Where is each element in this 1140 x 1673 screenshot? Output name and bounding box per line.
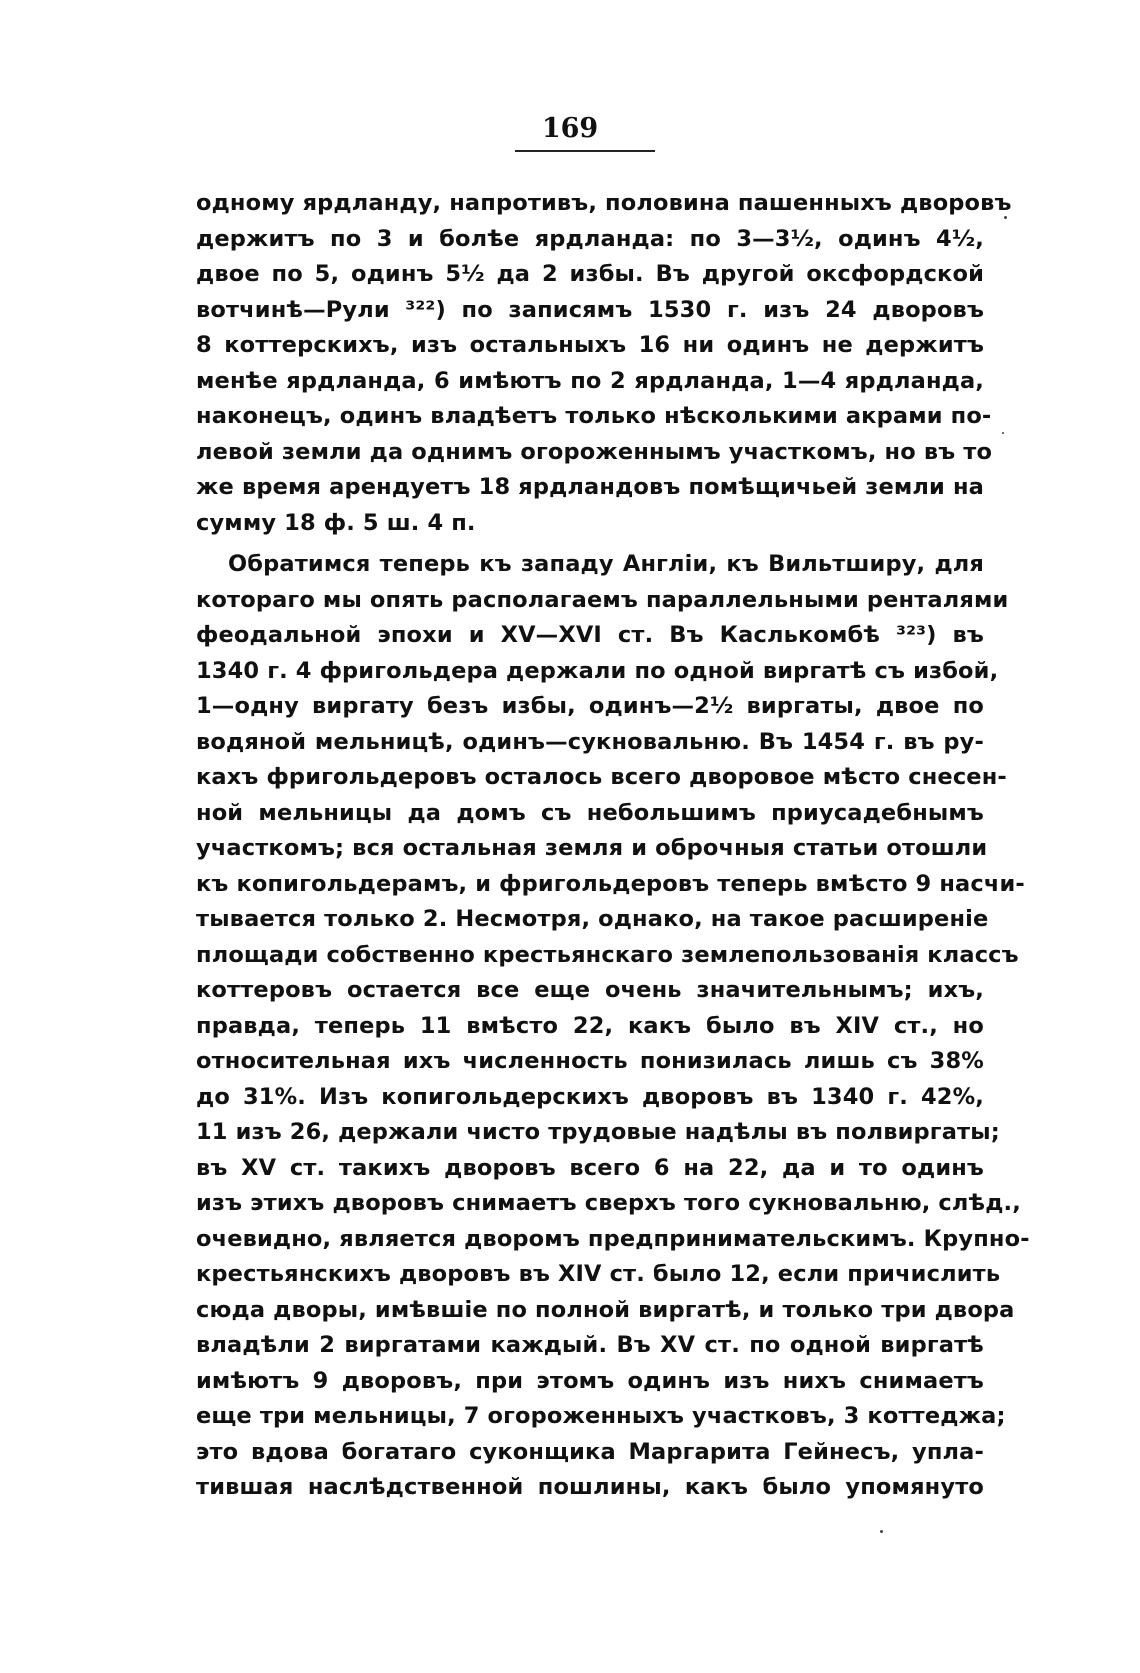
page-number: 169 (541, 113, 599, 144)
text-line: наконецъ, одинъ владѣетъ только нѣсколькими акрами по- (196, 403, 992, 429)
text-line: площади собственно крестьянскаго землепользованія классъ (196, 941, 1019, 968)
text-line: сюда дворы, имѣвшіе по полной виргатѣ, и только три двора (196, 1296, 1015, 1323)
text-line: же время арендуетъ 18 ярдландовъ помѣщичьей земли на (196, 474, 984, 500)
paragraph-2 (196, 547, 1030, 1506)
text-line: еще три мельницы, 7 огороженныхъ участковъ, 3 коттеджа; (196, 1403, 1006, 1429)
text-line: левой земли да однимъ огороженнымъ участкомъ, но въ то (196, 438, 993, 465)
text-line: двое по 5, одинъ 5½ да 2 избы. Въ другой оксфордской (196, 261, 984, 287)
text-line: водяной мельницѣ, одинъ—сукновальню. Въ 1454 г. въ ру- (196, 728, 984, 755)
text-line: Обратимся теперь къ западу Англіи, къ Вильтширу, для (228, 551, 984, 577)
text-line: правда, теперь 11 вмѣсто 22, какъ было въ XIV ст., но (196, 1012, 984, 1039)
text-line: кахъ фригольдеровъ осталось всего дворовое мѣсто снесен- (196, 764, 1007, 790)
text-line: вотчинѣ—Рули ³²²) по записямъ 1530 г. изъ 24 дворовъ (196, 296, 984, 323)
text-line: ной мельницы да домъ съ небольшимъ приусадебнымъ (196, 799, 984, 826)
text-line: 1—одну виргату безъ избы, одинъ—2½ виргаты, двое по (196, 693, 984, 719)
text-line: 1340 г. 4 фригольдера держали по одной виргатѣ съ избой, (196, 657, 999, 684)
text-line: тывается только 2. Несмотря, однако, на такое расширеніе (196, 906, 989, 932)
text-line: въ XV ст. такихъ дворовъ всего 6 на 22, да и то одинъ (196, 1154, 984, 1181)
text-line: имѣютъ 9 дворовъ, при этомъ одинъ изъ нихъ снимаетъ (196, 1367, 984, 1394)
text-line: феодальной эпохи и XV—XVI ст. Въ Каслькомбѣ ³²³) въ (196, 622, 984, 648)
text-line: изъ этихъ дворовъ снимаетъ сверхъ того сукновальню, слѣд., (196, 1190, 1021, 1216)
text-line: котораго мы опять располагаемъ параллельными ренталями (196, 586, 1009, 613)
text-line: держитъ по 3 и болѣе ярдланда: по 3—3½, одинъ 4½, (196, 225, 984, 252)
scan-speck (880, 1530, 883, 1533)
text-line: 8 коттерскихъ, изъ остальныхъ 16 ни одинъ не держитъ (196, 332, 984, 358)
text-line: очевидно, является дворомъ предпринимательскимъ. Крупно- (196, 1225, 1030, 1252)
body-text (196, 186, 1030, 1506)
text-line: 11 изъ 26, держали чисто трудовые надѣлы въ полвиргаты; (196, 1119, 1000, 1145)
text-line: одному ярдланду, напротивъ, половина пашенныхъ дворовъ (196, 190, 1012, 216)
text-line: это вдова богатаго суконщика Маргарита Гейнесъ, упла- (196, 1438, 984, 1465)
scan-speck (1004, 216, 1007, 219)
text-line: до 31%. Изъ копигольдерскихъ дворовъ въ 1340 г. 42%, (196, 1083, 984, 1110)
text-line: относительная ихъ численность понизилась лишь съ 38% (196, 1048, 984, 1074)
text-line: менѣе ярдланда, 6 имѣютъ по 2 ярдланда, 1—4 ярдланда, (196, 367, 984, 394)
text-line: крестьянскихъ дворовъ въ XIV ст. было 12, если причислить (196, 1261, 1001, 1287)
page-number-rule (515, 150, 655, 152)
text-line: тившая наслѣдственной пошлины, какъ было упомянуто (196, 1474, 984, 1500)
scan-speck (1002, 432, 1004, 434)
text-line: участкомъ; вся остальная земля и оброчныя статьи отошли (196, 835, 988, 861)
text-line: коттеровъ остается все еще очень значительнымъ; ихъ, (196, 977, 984, 1003)
text-line: сумму 18 ф. 5 ш. 4 п. (196, 509, 476, 536)
text-line: владѣли 2 виргатами каждый. Въ XV ст. по одной виргатѣ (196, 1332, 984, 1358)
paragraph-1 (196, 186, 1012, 541)
text-line: къ копигольдерамъ, и фригольдеровъ теперь вмѣсто 9 насчи- (196, 870, 1025, 897)
